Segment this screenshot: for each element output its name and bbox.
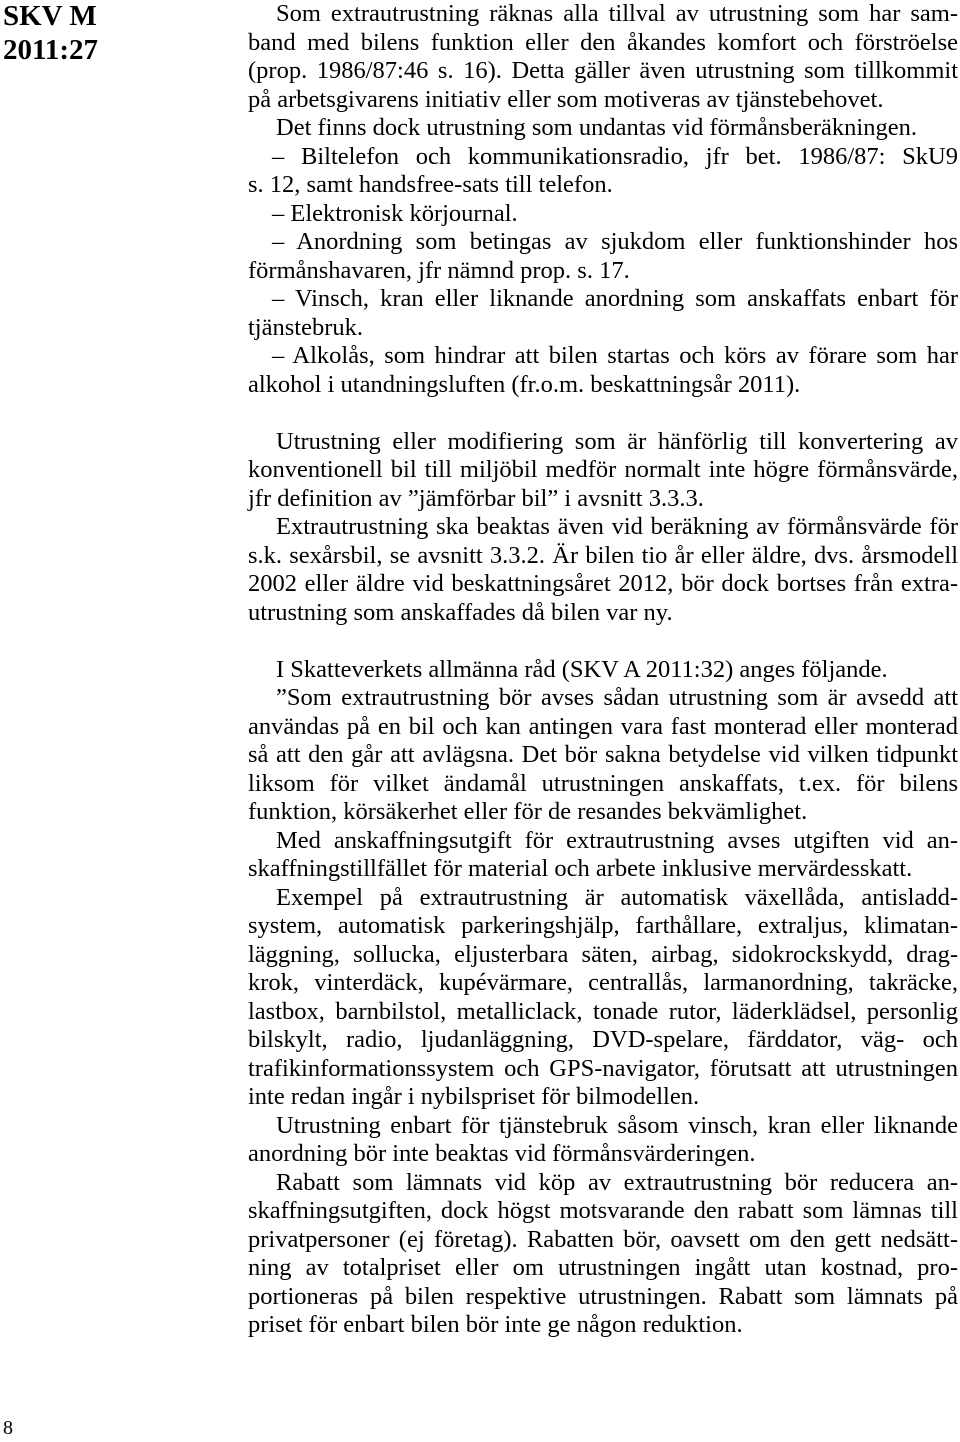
paragraph-line: privatpersoner (ej företag). Rabatten bör, oavsett om den gett nedsätt- xyxy=(248,1225,958,1253)
paragraph-advice-examples xyxy=(248,884,958,1112)
margin-reference xyxy=(3,0,98,67)
paragraph-line: konventionell bil till miljöbil medför normalt inte högre förmånsvärde, xyxy=(248,456,958,483)
document-series: SKV M xyxy=(3,0,97,32)
paragraph-spacer xyxy=(248,399,958,428)
general-advice-lead: I Skatteverkets allmänna råd (SKV A 2011:32) anges följande. xyxy=(276,655,888,683)
paragraph-line: skaffningstillfället för material och arbete inklusive mervärdesskatt. xyxy=(248,855,913,882)
list-item-text: Vinsch, kran eller liknande anordning som anskaffats enbart för xyxy=(294,285,958,312)
paragraph-conversion xyxy=(248,428,958,514)
list-item-line: förmånshavaren, jfr nämnd prop. s. 17. xyxy=(248,256,630,284)
paragraph-line: portioneras på bilen respektive utrustningen. Rabatt som lämnats på xyxy=(248,1282,958,1310)
paragraph-line: krok, vinterdäck, kupévärmare, centrallås, larmanordning, takräcke, xyxy=(248,969,958,996)
list-item xyxy=(248,228,958,285)
paragraph-line: s.k. sexårsbil, se avsnitt 3.3.2. Är bilen tio år eller äldre, dvs. årsmodell xyxy=(248,541,958,569)
paragraph-advice-service-use xyxy=(248,1112,958,1169)
list-item xyxy=(248,143,958,200)
list-item xyxy=(248,342,958,399)
document-body xyxy=(248,0,958,1340)
list-item-text: Biltelefon och kommunikationsradio, jfr bet. 1986/87: SkU9 xyxy=(300,142,958,170)
paragraph-line: läggning, sollucka, eljusterbara säten, airbag, sidokrockskydd, drag- xyxy=(248,940,958,968)
list-item-text: Alkolås, som hindrar att bilen startas och körs av förare som har xyxy=(292,342,958,369)
list-marker: – xyxy=(272,142,285,170)
paragraph-intro xyxy=(248,0,958,114)
exceptions-list xyxy=(248,143,958,400)
paragraph-line: Utrustning enbart för tjänstebruk såsom vinsch, kran eller liknande xyxy=(276,1111,958,1139)
list-item-line xyxy=(248,342,958,371)
exceptions-lead: Det finns dock utrustning som undantas vid förmånsberäkningen. xyxy=(276,114,917,141)
paragraph-line: på arbetsgivarens initiativ eller som motiveras av tjänstebehovet. xyxy=(248,85,884,113)
paragraph-spacer xyxy=(248,627,958,656)
paragraph-line: ning av totalpriset eller om utrustningen ingått utan kostnad, pro- xyxy=(248,1254,958,1281)
paragraph-advice-cost xyxy=(248,827,958,884)
paragraph-line: Utrustning eller modifiering som är hänförlig till konvertering av xyxy=(276,427,958,455)
paragraph-line: band med bilens funktion eller den åkandes komfort och förströelse xyxy=(248,28,958,56)
paragraph-line: Extrautrustning ska beaktas även vid beräkning av förmånsvärde för xyxy=(276,513,958,540)
list-item-line xyxy=(248,285,958,314)
paragraph-line: bilskylt, radio, ljudanläggning, DVD-spelare, färddator, väg- och xyxy=(248,1026,958,1053)
paragraph-line: (prop. 1986/87:46 s. 16). Detta gäller även utrustning som tillkommit xyxy=(248,57,958,84)
paragraph-line: Exempel på extrautrustning är automatisk växellåda, antisladd- xyxy=(276,883,958,911)
list-item-text: Anordning som betingas av sjukdom eller funktionshinder hos xyxy=(296,228,959,255)
paragraph-line: funktion, körsäkerhet eller för de resandes bekvämlighet. xyxy=(248,798,808,825)
paragraph-line: anordning bör inte beaktas vid förmånsvärderingen. xyxy=(248,1140,756,1167)
paragraph-line: priset för enbart bilen bör inte ge någon reduktion. xyxy=(248,1311,743,1338)
paragraph-advice-discount xyxy=(248,1169,958,1340)
paragraph-line: Som extrautrustning räknas alla tillval av utrustning som har sam- xyxy=(276,0,958,27)
page-number: 8 xyxy=(3,1417,13,1439)
paragraph-line: liksom för vilket ändamål utrustningen anskaffats, t.ex. för bilens xyxy=(248,769,958,797)
paragraph-line: lastbox, barnbilstol, metalliclack, tonade rutor, läderklädsel, personlig xyxy=(248,997,958,1025)
paragraph-line: skaffningsutgiften, dock högst motsvarande den rabatt som lämnas till xyxy=(248,1197,958,1224)
paragraph-six-year-car xyxy=(248,513,958,627)
paragraph-line: jfr definition av ”jämförbar bil” i avsnitt 3.3.3. xyxy=(248,484,704,512)
paragraph-line: användas på en bil och kan antingen vara fast monterad eller monterad xyxy=(248,712,958,740)
list-marker: – xyxy=(272,285,285,312)
paragraph-line: så att den går att avlägsna. Det bör sakna betydelse vid vilken tidpunkt xyxy=(248,741,958,768)
document-number: 2011:27 xyxy=(3,34,99,66)
list-marker: – xyxy=(272,228,285,255)
paragraph-line: system, automatisk parkeringshjälp, farthållare, extraljus, klimatan- xyxy=(248,912,958,939)
list-item-line: s. 12, samt handsfree-sats till telefon. xyxy=(248,171,613,198)
paragraph-line: utrustning som anskaffades då bilen var ny. xyxy=(248,598,673,626)
paragraph-line: inte redan ingår i nybilspriset för bilmodellen. xyxy=(248,1083,700,1110)
list-item-line: tjänstebruk. xyxy=(248,313,363,341)
list-item-line xyxy=(248,200,958,229)
paragraph-line: trafikinformationssystem och GPS-navigator, förutsatt att utrustningen xyxy=(248,1054,958,1082)
list-item xyxy=(248,285,958,342)
list-marker: – xyxy=(272,199,285,227)
paragraph-line: Rabatt som lämnats vid köp av extrautrustning bör reducera an- xyxy=(276,1168,958,1196)
list-item-text: Elektronisk körjournal. xyxy=(290,199,518,227)
paragraph-advice-definition xyxy=(248,684,958,827)
list-marker: – xyxy=(272,342,285,369)
paragraph-line: 2002 eller äldre vid beskattningsåret 2012, bör dock bortses från extra- xyxy=(248,570,958,597)
list-item-line xyxy=(248,143,958,172)
paragraph-line: ”Som extrautrustning bör avses sådan utrustning som är avsedd att xyxy=(276,684,958,711)
list-item-line: alkohol i utandningsluften (fr.o.m. beskattningsår 2011). xyxy=(248,370,801,398)
list-item xyxy=(248,200,958,229)
paragraph-line: Med anskaffningsutgift för extrautrustning avses utgiften vid an- xyxy=(276,826,958,854)
list-item-line xyxy=(248,228,958,257)
